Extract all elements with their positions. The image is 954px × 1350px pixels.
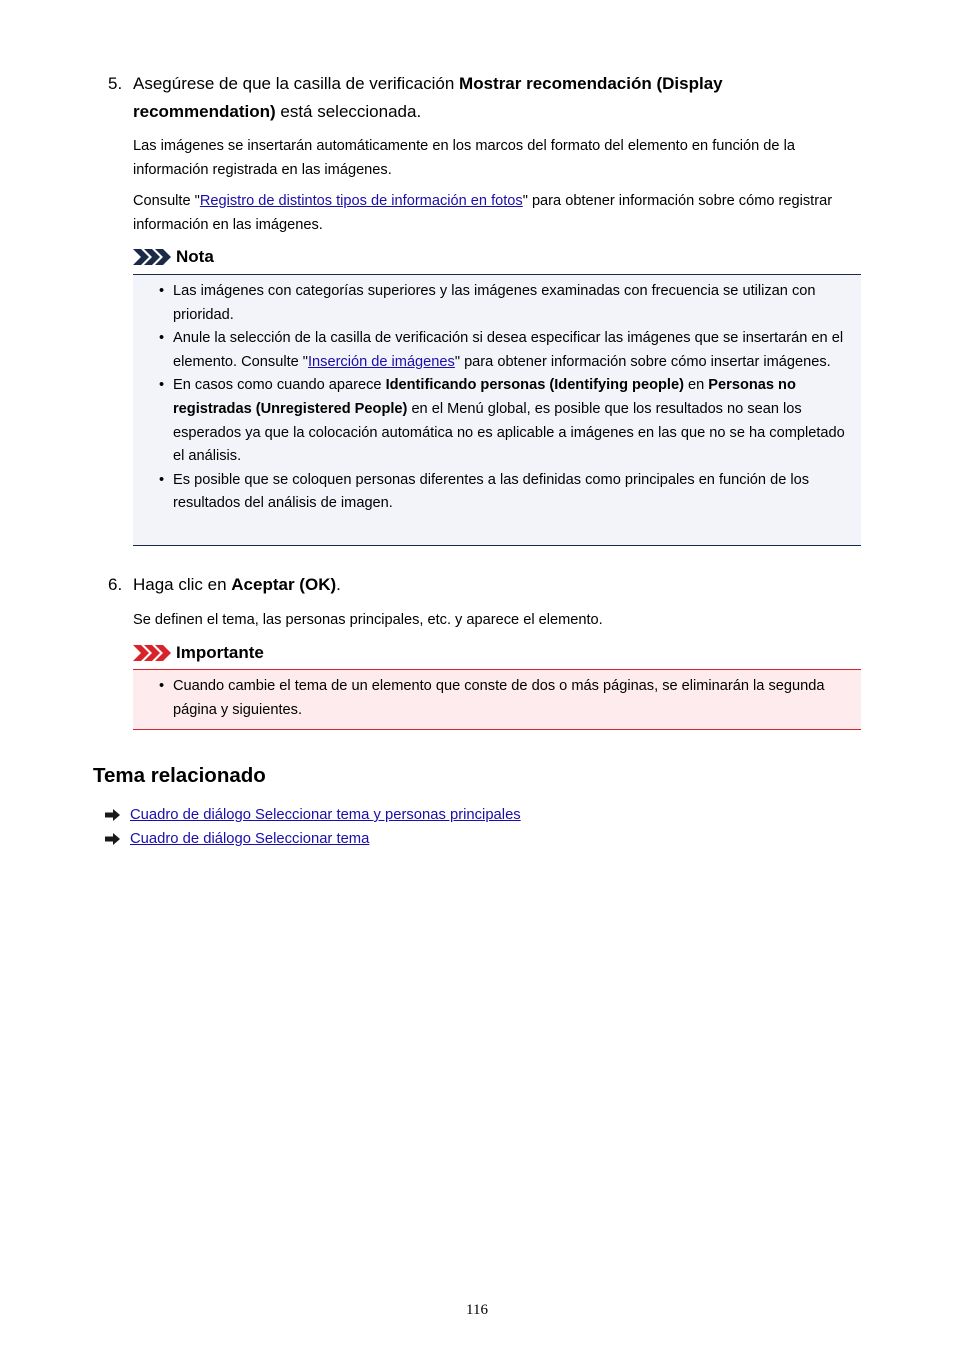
paragraph-text: Consulte " (133, 193, 200, 209)
arrow-right-icon (105, 809, 121, 821)
list-item-text: Cuando cambie el tema de un elemento que conste de dos o más páginas, se eliminarán la segunda página y siguientes. (173, 678, 825, 718)
related-heading: Tema relacionado (93, 764, 266, 787)
note-list (133, 280, 861, 516)
important-list (133, 675, 861, 722)
step-number: 6. (108, 575, 123, 594)
related-link-item (105, 803, 665, 827)
list-item (133, 374, 861, 468)
list-item-bold: Identificando personas (Identifying people) (385, 377, 684, 394)
bullet: • (159, 471, 165, 488)
step-text-pre: Haga clic en (133, 575, 232, 594)
link-seleccionar-tema-personas[interactable]: Cuadro de diálogo Seleccionar tema y personas principales (130, 807, 521, 823)
list-item-text: En casos como cuando aparece (173, 377, 386, 394)
list-item-text: Las imágenes con categorías superiores y las imágenes examinadas con frecuencia se utilizan con prioridad. (173, 283, 816, 323)
bullet: • (159, 283, 165, 299)
list-item-text: en (683, 377, 709, 394)
step-5-paragraph-2 (133, 189, 855, 237)
step-number: 5. (108, 74, 123, 93)
list-item-text: " para obtener información sobre cómo insertar imágenes. (454, 353, 831, 370)
list-item-bold: Personas no registradas (Unregistered People) (173, 377, 796, 417)
list-item (133, 675, 861, 722)
step-text-bold: Mostrar recomendación (Display recommendation) (133, 74, 723, 121)
related-link-item (105, 827, 665, 851)
step-6-paragraph: Se definen el tema, las personas principales, etc. y aparece el elemento. (133, 612, 603, 628)
list-item-text: Anule la selección de la casilla de verificación si desea especificar las imágenes que se insertarán en el elemento. Consulte " (173, 330, 844, 370)
step-text (133, 571, 833, 599)
step-text-bold: Aceptar (OK) (231, 575, 337, 594)
step-5-paragraph-1: Las imágenes se insertarán automáticamente en los marcos del formato del elemento en función de la información registrada en las imágenes. (133, 138, 795, 178)
triple-chevron-icon (133, 645, 173, 661)
important-title: Importante (176, 643, 264, 662)
list-item (133, 280, 861, 327)
link-seleccionar-tema[interactable]: Cuadro de diálogo Seleccionar tema (130, 831, 370, 847)
triple-chevron-icon (133, 249, 173, 265)
list-item (133, 469, 861, 516)
link-registro-informacion[interactable]: Registro de distintos tipos de información en fotos (199, 193, 523, 209)
bullet: • (159, 377, 165, 394)
list-item (133, 327, 861, 374)
step-text-post: . (336, 575, 341, 594)
list-item-text: Es posible que se coloquen personas diferentes a las definidas como principales en función de los resultados del análisis de imagen. (173, 471, 810, 512)
arrow-right-icon (105, 833, 121, 845)
step-text-pre: Asegúrese de que la casilla de verificación (133, 74, 460, 93)
list-item-text: en el Menú global, es posible que los resultados no sean los esperados ya que la colocación automática no es aplicable a imágenes en las que no se ha completado el análisis. (173, 400, 845, 465)
important-box (133, 669, 861, 730)
page-number: 116 (466, 1302, 488, 1318)
bullet: • (159, 330, 165, 347)
paragraph-text: " para obtener información sobre cómo registrar información en las imágenes. (133, 193, 833, 233)
note-title: Nota (176, 247, 214, 266)
step-text-post: está seleccionada. (275, 102, 422, 121)
bullet: • (159, 678, 165, 694)
link-insercion-imagenes[interactable]: Inserción de imágenes (307, 353, 455, 370)
step-text (133, 70, 833, 126)
note-box (133, 274, 861, 546)
